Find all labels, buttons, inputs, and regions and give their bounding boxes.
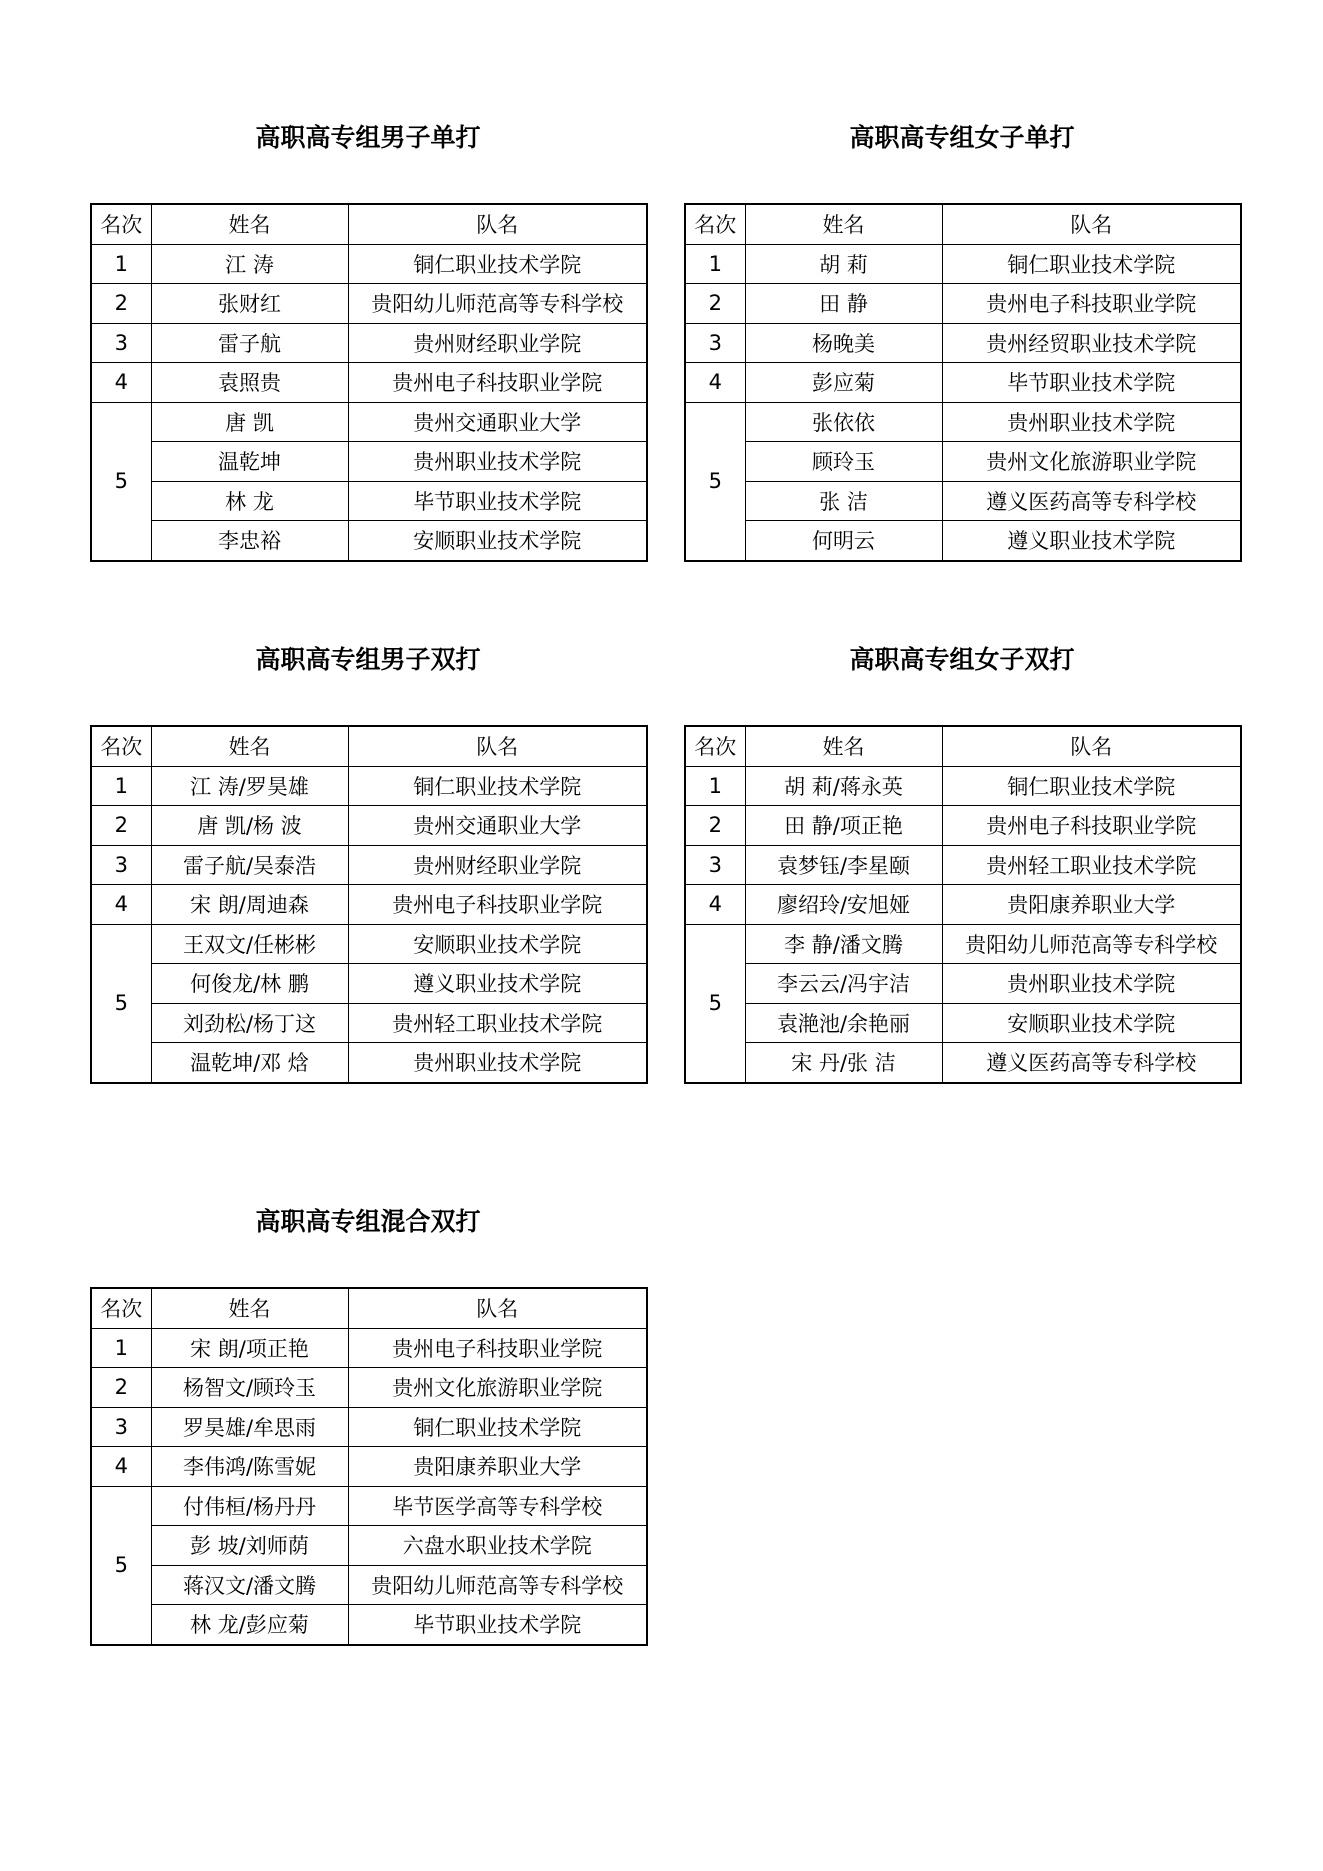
- table-row: [91, 1328, 647, 1368]
- table-row: [91, 1486, 647, 1526]
- team-name-cell: 铜仁职业技术学院: [348, 1407, 647, 1447]
- player-name-cell: 胡 莉/蒋永英: [745, 766, 942, 806]
- table-row: [91, 1526, 647, 1566]
- team-name-cell: 贵州经贸职业技术学院: [942, 323, 1241, 363]
- table-row: [91, 885, 647, 925]
- team-name-cell: 贵州职业技术学院: [942, 402, 1241, 442]
- table-title: 高职高专组男子双打: [255, 645, 481, 674]
- team-name-cell: 安顺职业技术学院: [942, 1003, 1241, 1043]
- player-name-cell: 王双文/任彬彬: [151, 924, 348, 964]
- player-name-cell: 李忠裕: [151, 521, 348, 561]
- table-row: [91, 323, 647, 363]
- team-name-cell: 铜仁职业技术学院: [348, 766, 647, 806]
- header-rank: 名次: [91, 1288, 151, 1328]
- player-name-cell: 杨晚美: [745, 323, 942, 363]
- team-name-cell: 贵州文化旅游职业学院: [942, 442, 1241, 482]
- table-row: [685, 284, 1241, 324]
- player-name-cell: 顾玲玉: [745, 442, 942, 482]
- rank-cell: 3: [685, 323, 745, 363]
- player-name-cell: 张依依: [745, 402, 942, 442]
- player-name-cell: 杨智文/顾玲玉: [151, 1368, 348, 1408]
- player-name-cell: 张财红: [151, 284, 348, 324]
- team-name-cell: 铜仁职业技术学院: [942, 244, 1241, 284]
- player-name-cell: 雷子航/吴泰浩: [151, 845, 348, 885]
- player-name-cell: 雷子航: [151, 323, 348, 363]
- table-row: [91, 1043, 647, 1083]
- player-name-cell: 温乾坤/邓 焓: [151, 1043, 348, 1083]
- player-name-cell: 林 龙/彭应菊: [151, 1605, 348, 1645]
- table-row: [685, 442, 1241, 482]
- header-rank: 名次: [685, 204, 745, 244]
- player-name-cell: 宋 朗/周迪森: [151, 885, 348, 925]
- results-table: [90, 203, 648, 562]
- table-row: [91, 1368, 647, 1408]
- header-row: [685, 204, 1241, 244]
- rank-cell: 1: [91, 244, 151, 284]
- team-name-cell: 铜仁职业技术学院: [348, 244, 647, 284]
- team-name-cell: 遵义职业技术学院: [942, 521, 1241, 561]
- team-name-cell: 毕节医学高等专科学校: [348, 1486, 647, 1526]
- team-name-cell: 贵州电子科技职业学院: [942, 806, 1241, 846]
- table-row: [91, 442, 647, 482]
- player-name-cell: 田 静/项正艳: [745, 806, 942, 846]
- team-name-cell: 毕节职业技术学院: [348, 1605, 647, 1645]
- table-row: [91, 806, 647, 846]
- table-row: [91, 284, 647, 324]
- team-name-cell: 遵义医药高等专科学校: [942, 481, 1241, 521]
- team-name-cell: 贵州职业技术学院: [348, 1043, 647, 1083]
- rank-cell: 2: [91, 1368, 151, 1408]
- table-row: [685, 363, 1241, 403]
- header-name: 姓名: [745, 726, 942, 766]
- header-row: [91, 1288, 647, 1328]
- results-table: [684, 203, 1242, 562]
- team-name-cell: 贵州财经职业学院: [348, 845, 647, 885]
- header-rank: 名次: [91, 726, 151, 766]
- rank-cell: 4: [685, 885, 745, 925]
- rank-cell-merged: 5: [91, 924, 151, 1083]
- table-row: [91, 402, 647, 442]
- player-name-cell: 胡 莉: [745, 244, 942, 284]
- player-name-cell: 宋 朗/项正艳: [151, 1328, 348, 1368]
- player-name-cell: 田 静: [745, 284, 942, 324]
- table-row: [685, 521, 1241, 561]
- rank-cell-merged: 5: [91, 1486, 151, 1645]
- table-title: 高职高专组女子单打: [849, 123, 1075, 152]
- team-name-cell: 贵州电子科技职业学院: [348, 1328, 647, 1368]
- table-row: [91, 481, 647, 521]
- rank-cell: 1: [685, 766, 745, 806]
- table-row: [91, 964, 647, 1004]
- rank-cell: 4: [91, 1447, 151, 1487]
- table-row: [91, 244, 647, 284]
- table-row: [91, 924, 647, 964]
- table-row: [91, 766, 647, 806]
- player-name-cell: 何俊龙/林 鹏: [151, 964, 348, 1004]
- table-title: 高职高专组女子双打: [849, 645, 1075, 674]
- player-name-cell: 彭应菊: [745, 363, 942, 403]
- rank-cell: 3: [91, 845, 151, 885]
- team-name-cell: 贵州轻工职业技术学院: [942, 845, 1241, 885]
- player-name-cell: 李伟鸿/陈雪妮: [151, 1447, 348, 1487]
- team-name-cell: 安顺职业技术学院: [348, 521, 647, 561]
- player-name-cell: 蒋汉文/潘文腾: [151, 1565, 348, 1605]
- table-row: [685, 806, 1241, 846]
- player-name-cell: 江 涛/罗昊雄: [151, 766, 348, 806]
- rank-cell-merged: 5: [685, 402, 745, 561]
- player-name-cell: 付伟桓/杨丹丹: [151, 1486, 348, 1526]
- player-name-cell: 廖绍玲/安旭娅: [745, 885, 942, 925]
- player-name-cell: 罗昊雄/牟思雨: [151, 1407, 348, 1447]
- table-row: [91, 1565, 647, 1605]
- table-row: [91, 363, 647, 403]
- header-team: 队名: [348, 204, 647, 244]
- team-name-cell: 遵义职业技术学院: [348, 964, 647, 1004]
- table-row: [685, 964, 1241, 1004]
- header-name: 姓名: [151, 726, 348, 766]
- rank-cell: 2: [91, 284, 151, 324]
- table-title: 高职高专组男子单打: [255, 123, 481, 152]
- team-name-cell: 贵阳幼儿师范高等专科学校: [348, 284, 647, 324]
- team-name-cell: 铜仁职业技术学院: [942, 766, 1241, 806]
- header-team: 队名: [348, 726, 647, 766]
- team-name-cell: 贵州电子科技职业学院: [348, 363, 647, 403]
- player-name-cell: 唐 凯: [151, 402, 348, 442]
- header-name: 姓名: [151, 204, 348, 244]
- table-row: [685, 885, 1241, 925]
- team-name-cell: 贵州文化旅游职业学院: [348, 1368, 647, 1408]
- team-name-cell: 贵阳康养职业大学: [942, 885, 1241, 925]
- player-name-cell: 李云云/冯宇洁: [745, 964, 942, 1004]
- table-row: [685, 323, 1241, 363]
- player-name-cell: 李 静/潘文腾: [745, 924, 942, 964]
- rank-cell: 2: [685, 806, 745, 846]
- table-row: [685, 845, 1241, 885]
- team-name-cell: 贵阳康养职业大学: [348, 1447, 647, 1487]
- header-rank: 名次: [685, 726, 745, 766]
- rank-cell: 4: [91, 363, 151, 403]
- team-name-cell: 贵阳幼儿师范高等专科学校: [942, 924, 1241, 964]
- player-name-cell: 江 涛: [151, 244, 348, 284]
- team-name-cell: 贵州电子科技职业学院: [348, 885, 647, 925]
- table-row: [685, 924, 1241, 964]
- rank-cell: 3: [91, 1407, 151, 1447]
- header-row: [91, 204, 647, 244]
- rank-cell: 2: [91, 806, 151, 846]
- table-row: [685, 244, 1241, 284]
- player-name-cell: 张 洁: [745, 481, 942, 521]
- player-name-cell: 温乾坤: [151, 442, 348, 482]
- team-name-cell: 安顺职业技术学院: [348, 924, 647, 964]
- team-name-cell: 六盘水职业技术学院: [348, 1526, 647, 1566]
- rank-cell: 3: [91, 323, 151, 363]
- team-name-cell: 毕节职业技术学院: [942, 363, 1241, 403]
- table-row: [91, 845, 647, 885]
- player-name-cell: 林 龙: [151, 481, 348, 521]
- rank-cell-merged: 5: [91, 402, 151, 561]
- results-table: [90, 725, 648, 1084]
- header-row: [91, 726, 647, 766]
- player-name-cell: 袁滟池/余艳丽: [745, 1003, 942, 1043]
- player-name-cell: 袁照贵: [151, 363, 348, 403]
- team-name-cell: 贵阳幼儿师范高等专科学校: [348, 1565, 647, 1605]
- table-row: [91, 1605, 647, 1645]
- player-name-cell: 刘劲松/杨丁这: [151, 1003, 348, 1043]
- player-name-cell: 宋 丹/张 洁: [745, 1043, 942, 1083]
- header-team: 队名: [348, 1288, 647, 1328]
- table-title: 高职高专组混合双打: [255, 1207, 481, 1236]
- team-name-cell: 贵州交通职业大学: [348, 806, 647, 846]
- table-row: [685, 481, 1241, 521]
- player-name-cell: 唐 凯/杨 波: [151, 806, 348, 846]
- header-name: 姓名: [151, 1288, 348, 1328]
- table-row: [91, 1447, 647, 1487]
- table-row: [91, 1407, 647, 1447]
- rank-cell: 3: [685, 845, 745, 885]
- player-name-cell: 袁梦钰/李星颐: [745, 845, 942, 885]
- rank-cell: 1: [685, 244, 745, 284]
- header-team: 队名: [942, 726, 1241, 766]
- header-name: 姓名: [745, 204, 942, 244]
- header-rank: 名次: [91, 204, 151, 244]
- table-row: [685, 1043, 1241, 1083]
- results-table: [90, 1287, 648, 1646]
- rank-cell: 4: [91, 885, 151, 925]
- team-name-cell: 贵州轻工职业技术学院: [348, 1003, 647, 1043]
- table-row: [685, 402, 1241, 442]
- team-name-cell: 毕节职业技术学院: [348, 481, 647, 521]
- rank-cell: 4: [685, 363, 745, 403]
- team-name-cell: 贵州交通职业大学: [348, 402, 647, 442]
- rank-cell: 2: [685, 284, 745, 324]
- header-row: [685, 726, 1241, 766]
- player-name-cell: 何明云: [745, 521, 942, 561]
- team-name-cell: 贵州职业技术学院: [942, 964, 1241, 1004]
- team-name-cell: 遵义医药高等专科学校: [942, 1043, 1241, 1083]
- rank-cell: 1: [91, 766, 151, 806]
- team-name-cell: 贵州电子科技职业学院: [942, 284, 1241, 324]
- rank-cell: 1: [91, 1328, 151, 1368]
- results-table: [684, 725, 1242, 1084]
- header-team: 队名: [942, 204, 1241, 244]
- team-name-cell: 贵州职业技术学院: [348, 442, 647, 482]
- team-name-cell: 贵州财经职业学院: [348, 323, 647, 363]
- player-name-cell: 彭 坡/刘师荫: [151, 1526, 348, 1566]
- table-row: [91, 521, 647, 561]
- table-row: [685, 1003, 1241, 1043]
- table-row: [685, 766, 1241, 806]
- table-row: [91, 1003, 647, 1043]
- rank-cell-merged: 5: [685, 924, 745, 1083]
